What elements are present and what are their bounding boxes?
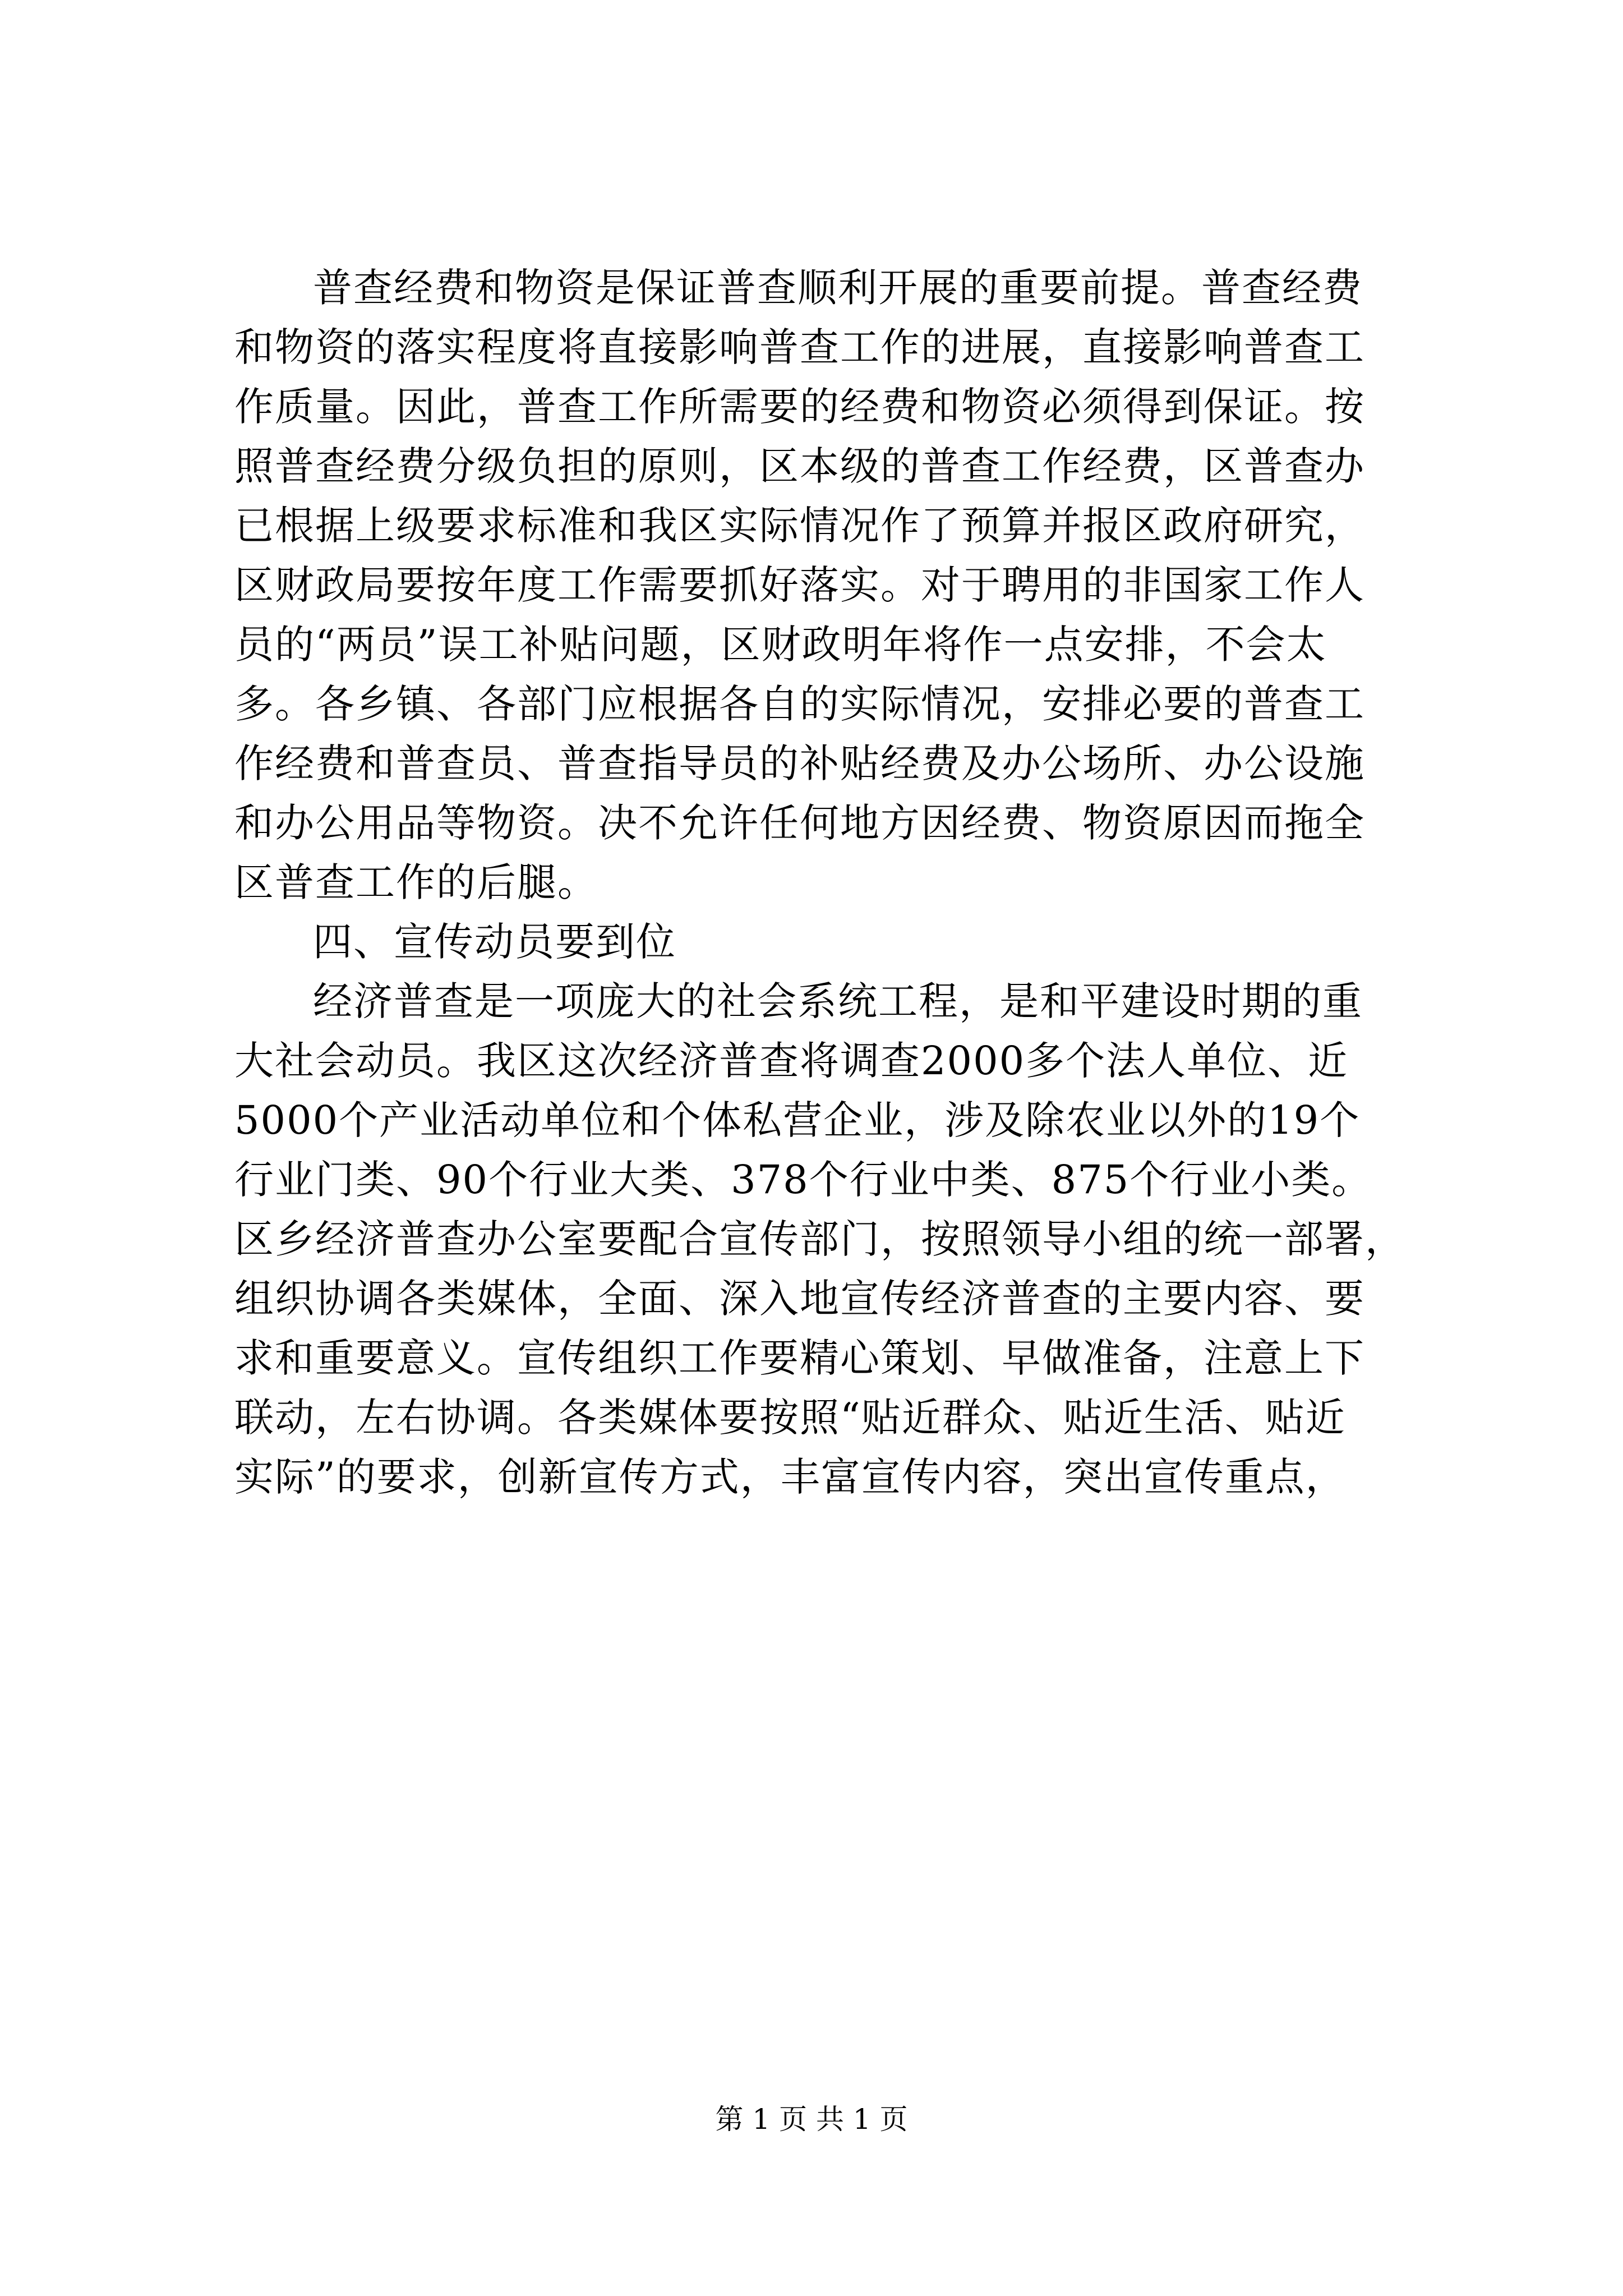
paragraph-line: 普查经费和物资是保证普查顺利开展的重要前提。普查经费 [313,265,1363,311]
paragraph-line: 已根据上级要求标准和我区实际情况作了预算并报区政府研究， [234,503,1365,549]
paragraph-line: 区乡经济普查办公室要配合宣传部门，按照领导小组的统一部署， [234,1216,1405,1262]
paragraph-line: 作质量。因此，普查工作所需要的经费和物资必须得到保证。按 [234,384,1365,430]
paragraph-line: 区普查工作的后腿。 [234,859,598,905]
paragraph-line: 联动，左右协调。各类媒体要按照“贴近群众、贴近生活、贴近 [234,1395,1346,1441]
paragraph-line: 组织协调各类媒体，全面、深入地宣传经济普查的主要内容、要 [234,1276,1365,1322]
paragraph-line: 实际”的要求，创新宣传方式，丰富宣传内容，突出宣传重点， [234,1454,1346,1500]
paragraph-line: 大社会动员。我区这次经济普查将调查2000多个法人单位、近 [234,1038,1349,1084]
paragraph-line: 和办公用品等物资。决不允许任何地方因经费、物资原因而拖全 [234,800,1365,846]
paragraph-line: 照普查经费分级负担的原则，区本级的普查工作经费，区普查办 [234,443,1365,489]
paragraph-line: 员的“两员”误工补贴问题，区财政明年将作一点安排，不会太 [234,622,1327,668]
section-heading: 四、宣传动员要到位 [313,919,676,965]
paragraph-line: 求和重要意义。宣传组织工作要精心策划、早做准备，注意上下 [234,1335,1365,1381]
body-text [234,258,1408,1507]
paragraph-line: 作经费和普查员、普查指导员的补贴经费及办公场所、办公设施 [234,740,1365,786]
paragraph-line: 区财政局要按年度工作需要抓好落实。对于聘用的非国家工作人 [234,562,1365,608]
paragraph-line: 经济普查是一项庞大的社会系统工程，是和平建设时期的重 [313,978,1363,1024]
paragraph-line: 多。各乡镇、各部门应根据各自的实际情况，安排必要的普查工 [234,681,1365,727]
page-number-footer: 第 1 页 共 1 页 [715,2103,908,2136]
paragraph-line: 行业门类、90个行业大类、378个行业中类、875个行业小类。 [234,1157,1372,1203]
paragraph-line: 5000个产业活动单位和个体私营企业，涉及除农业以外的19个 [234,1097,1361,1143]
paragraph-line: 和物资的落实程度将直接影响普查工作的进展，直接影响普查工 [234,324,1365,370]
